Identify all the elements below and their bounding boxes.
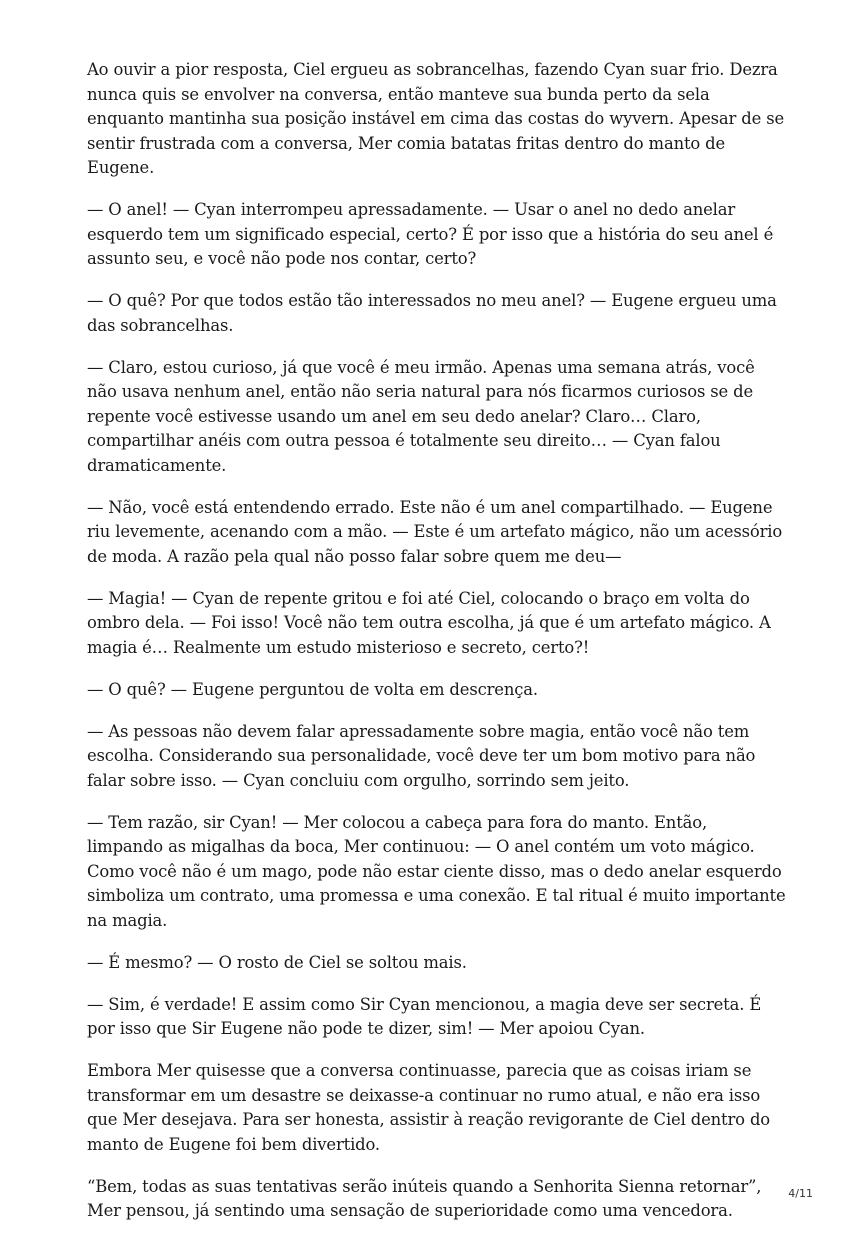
paragraph: — Claro, estou curioso, já que você é meu irmão. Apenas uma semana atrás, você não usava nenhum anel, então não seria natural para nós ficarmos curiosos se de repente você estivesse usando um anel em seu dedo anelar? Claro… Claro, compartilhar anéis com outra pessoa é totalmente seu direito… — Cyan falou dramaticamente.: [87, 357, 755, 475]
paragraph: — Magia! — Cyan de repente gritou e foi até Ciel, colocando o braço em volta do ombro dela. — Foi isso! Você não tem outra escolha, já que é um artefato mágico. A magia é… Realmente um estudo misterioso e secreto, certo?!: [87, 588, 771, 657]
paragraph: — É mesmo? — O rosto de Ciel se soltou mais.: [87, 952, 467, 972]
paragraph: — O quê? Por que todos estão tão interessados no meu anel? — Eugene ergueu uma das sobrancelhas.: [87, 291, 777, 335]
paragraph: — As pessoas não devem falar apressadamente sobre magia, então você não tem escolha. Considerando sua personalidade, você deve ter um bom motivo para não falar sobre isso. — Cyan concluiu com orgulho, sorrindo sem jeito.: [87, 721, 756, 790]
paragraph: — O quê? — Eugene perguntou de volta em descrença.: [87, 679, 538, 699]
paragraph: Ao ouvir a pior resposta, Ciel ergueu as sobrancelhas, fazendo Cyan suar frio. Dezra nunca quis se envolver na conversa, então manteve sua bunda perto da sela enquanto mantinha sua posição instável em cima das costas do wyvern. Apesar de se sentir frustrada com a conversa, Mer comia batatas fritas dentro do manto de Eugene.: [87, 60, 785, 177]
page-number: 4/11: [788, 1187, 813, 1200]
document-body: [87, 58, 787, 1241]
paragraph: “Bem, todas as suas tentativas serão inúteis quando a Senhorita Sienna retornar”, Mer pensou, já sentindo uma sensação de superioridade como uma vencedora.: [87, 1176, 762, 1220]
paragraph: — O anel! — Cyan interrompeu apressadamente. — Usar o anel no dedo anelar esquerdo tem um significado especial, certo? É por isso que a história do seu anel é assunto seu, e você não pode nos contar, certo?: [87, 200, 774, 268]
paragraph: Embora Mer quisesse que a conversa continuasse, parecia que as coisas iriam se transformar em um desastre se deixasse-a continuar no rumo atual, e não era isso que Mer desejava. Para ser honesta, assistir à reação revigorante de Ciel dentro do manto de Eugene foi bem divertido.: [87, 1061, 770, 1154]
paragraph: — Não, você está entendendo errado. Este não é um anel compartilhado. — Eugene riu levemente, acenando com a mão. — Este é um artefato mágico, não um acessório de moda. A razão pela qual não posso falar sobre quem me deu—: [87, 497, 783, 566]
paragraph: — Tem razão, sir Cyan! — Mer colocou a cabeça para fora do manto. Então, limpando as migalhas da boca, Mer continuou: — O anel contém um voto mágico. Como você não é um mago, pode não estar ciente disso, mas o dedo anelar esquerdo simboliza um contrato, uma promessa e uma conexão. E tal ritual é muito importante na magia.: [87, 812, 786, 930]
paragraph: — Sim, é verdade! E assim como Sir Cyan mencionou, a magia deve ser secreta. É por isso que Sir Eugene não pode te dizer, sim! — Mer apoiou Cyan.: [87, 994, 762, 1038]
